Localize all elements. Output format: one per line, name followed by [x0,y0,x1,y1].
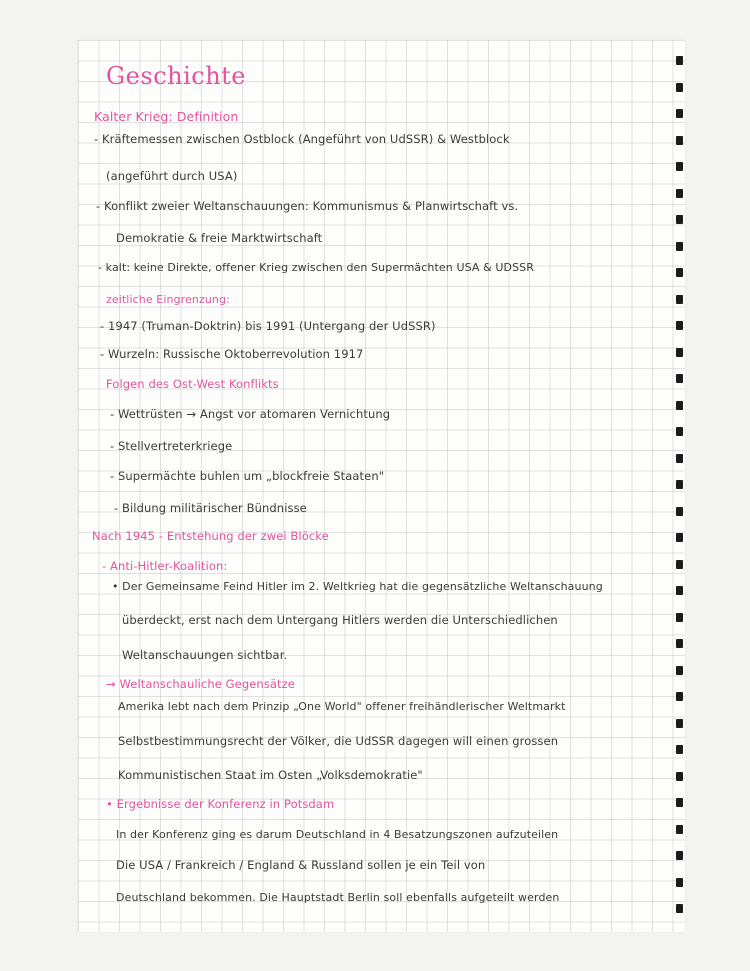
binding-hole [676,480,683,489]
binding-hole [676,560,683,569]
binding-hole [676,321,683,330]
binding-hole [676,613,683,622]
binding-hole [676,772,683,781]
binding-hole [676,586,683,595]
note-line: - Kräftemessen zwischen Ostblock (Angeführt von UdSSR) & Westblock [94,132,510,146]
binding-hole [676,401,683,410]
binding-hole [676,56,683,65]
binding-hole [676,507,683,516]
heading-anti-hitler-koalition: - Anti-Hitler-Koalition: [102,559,228,573]
binding-hole [676,109,683,118]
binding-hole [676,851,683,860]
note-line: Weltanschauungen sichtbar. [122,648,288,662]
page-title: Geschichte [106,62,247,90]
note-line: Die USA / Frankreich / England & Russland sollen je ein Teil von [116,858,486,872]
note-line: - Wettrüsten → Angst vor atomaren Vernichtung [110,407,391,421]
binding-hole [676,454,683,463]
binding-hole [676,427,683,436]
heading-nach-1945: Nach 1945 - Entstehung der zwei Blöcke [92,529,329,543]
note-line: Amerika lebt nach dem Prinzip „One World" offener freihändlerischer Weltmarkt [118,700,566,713]
note-line: - 1947 (Truman-Doktrin) bis 1991 (Untergang der UdSSR) [100,319,436,333]
note-line: In der Konferenz ging es darum Deutschland in 4 Besatzungszonen aufzuteilen [116,828,559,841]
binding-hole [676,295,683,304]
binding-hole [676,878,683,887]
note-line: Demokratie & freie Marktwirtschaft [116,231,323,245]
note-line: (angeführt durch USA) [106,169,238,183]
notebook-binding [672,56,688,926]
binding-hole [676,268,683,277]
note-line: Deutschland bekommen. Die Hauptstadt Berlin soll ebenfalls aufgeteilt werden [116,891,560,904]
note-line: überdeckt, erst nach dem Untergang Hitlers werden die Unterschiedlichen [122,613,558,627]
binding-hole [676,639,683,648]
note-line: - kalt: keine Direkte, offener Krieg zwischen den Supermächten USA & UDSSR [98,261,535,274]
note-line: - Konflikt zweier Weltanschauungen: Kommunismus & Planwirtschaft vs. [96,199,519,213]
binding-hole [676,904,683,913]
binding-hole [676,136,683,145]
binding-hole [676,666,683,675]
heading-folgen: Folgen des Ost-West Konflikts [106,377,279,391]
note-line: - Stellvertreterkriege [110,439,233,453]
note-line: Selbstbestimmungsrecht der Völker, die UdSSR dagegen will einen grossen [118,734,559,748]
binding-hole [676,798,683,807]
binding-hole [676,83,683,92]
note-line: - Supermächte buhlen um „blockfreie Staaten" [110,469,385,483]
note-line: Kommunistischen Staat im Osten „Volksdemokratie" [118,768,423,782]
binding-hole [676,189,683,198]
heading-potsdam: • Ergebnisse der Konferenz in Potsdam [106,797,335,811]
note-line: - Bildung militärischer Bündnisse [114,501,307,515]
heading-definition: Kalter Krieg: Definition [94,109,239,124]
binding-hole [676,348,683,357]
notebook-page [78,40,685,932]
note-line: • Der Gemeinsame Feind Hitler im 2. Weltkrieg hat die gegensätzliche Weltanschauung [112,580,603,593]
binding-hole [676,242,683,251]
heading-weltanschauliche-gegensaetze: → Weltanschauliche Gegensätze [106,677,295,691]
heading-zeitliche-eingrenzung: zeitliche Eingrenzung: [106,293,230,306]
binding-hole [676,825,683,834]
note-line: - Wurzeln: Russische Oktoberrevolution 1917 [100,347,364,361]
binding-hole [676,533,683,542]
binding-hole [676,215,683,224]
binding-hole [676,719,683,728]
binding-hole [676,374,683,383]
binding-hole [676,162,683,171]
binding-hole [676,692,683,701]
binding-hole [676,745,683,754]
